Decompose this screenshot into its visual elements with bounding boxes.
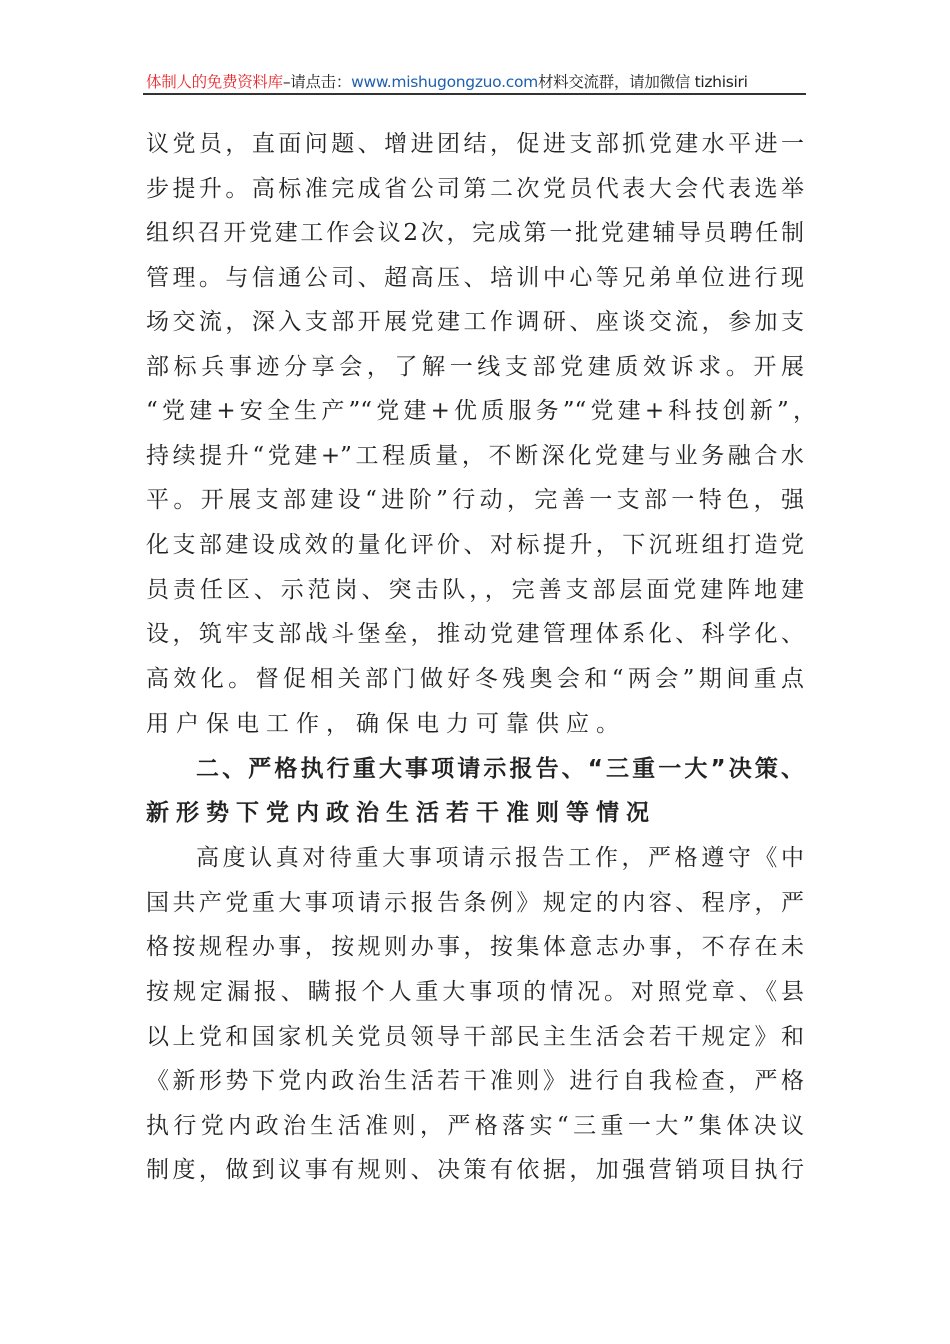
paragraph-line: 格按规程办事，按规则办事，按集体意志办事，不存在未 (146, 934, 804, 960)
page-header (146, 70, 804, 92)
paragraph-line: 员责任区、示范岗、突击队，，完善支部层面党建阵地建 (146, 577, 804, 603)
paragraph-line: 按规定漏报、瞒报个人重大事项的情况。对照党章、《县 (146, 979, 804, 1005)
site-name: 体制人的免费资料库 (146, 73, 283, 91)
paragraph-line: 制度，做到议事有规则、决策有依据，加强营销项目执行 (146, 1157, 804, 1183)
paragraph-line: 高度认真对待重大事项请示报告工作，严格遵守《中 (196, 845, 804, 871)
section-heading-line: 新形势下党内政治生活若干准则等情况 (146, 800, 656, 826)
paragraph-line: 用户保电工作，确保电力可靠供应。 (146, 711, 626, 737)
paragraph-line: 平。开展支部建设“进阶”行动，完善一支部一特色，强 (146, 487, 804, 513)
paragraph-line: 以上党和国家机关党员领导干部民主生活会若干规定》和 (146, 1024, 804, 1050)
paragraph-line: 议党员，直面问题、增进团结，促进支部抓党建水平进一 (146, 131, 804, 157)
section-heading-line: 二、严格执行重大事项请示报告、“三重一大”决策、 (196, 756, 804, 782)
site-link[interactable]: www.mishugongzuo.com (351, 73, 538, 91)
contact-info: 材料交流群，请加微信 tizhisiri (537, 73, 748, 91)
header-divider (143, 93, 806, 95)
paragraph-line: 管理。与信通公司、超高压、培训中心等兄弟单位进行现 (146, 265, 804, 291)
paragraph-line: 步提升。高标准完成省公司第二次党员代表大会代表选举 (146, 176, 804, 202)
click-prompt: –请点击： (282, 73, 352, 91)
paragraph-line: 高效化。督促相关部门做好冬残奥会和“两会”期间重点 (146, 666, 804, 692)
paragraph-line: 持续提升“党建+”工程质量，不断深化党建与业务融合水 (146, 443, 804, 469)
paragraph-line: 《新形势下党内政治生活若干准则》进行自我检查，严格 (146, 1068, 804, 1094)
paragraph-line: 场交流，深入支部开展党建工作调研、座谈交流，参加支 (146, 309, 804, 335)
paragraph-line: “党建+安全生产”“党建+优质服务”“党建+科技创新”， (146, 398, 816, 424)
paragraph-line: 部标兵事迹分享会，了解一线支部党建质效诉求。开展 (146, 354, 804, 380)
paragraph-line: 化支部建设成效的量化评价、对标提升，下沉班组打造党 (146, 532, 804, 558)
paragraph-line: 国共产党重大事项请示报告条例》规定的内容、程序，严 (146, 890, 804, 916)
paragraph-line: 设，筑牢支部战斗堡垒，推动党建管理体系化、科学化、 (146, 621, 804, 647)
paragraph-line: 执行党内政治生活准则，严格落实“三重一大”集体决议 (146, 1113, 804, 1139)
paragraph-line: 组织召开党建工作会议2次，完成第一批党建辅导员聘任制 (146, 220, 804, 246)
